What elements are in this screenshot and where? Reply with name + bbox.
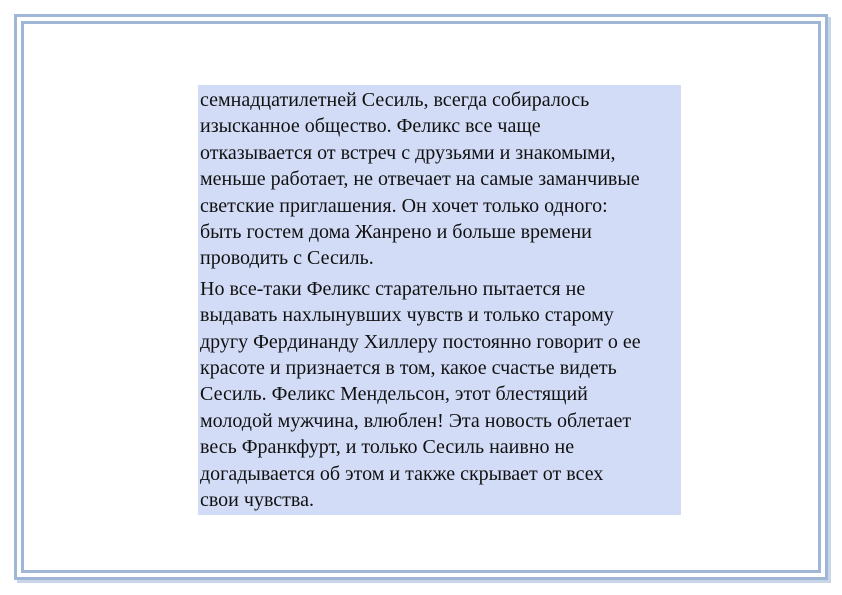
text-line: проводить с Сесиль. xyxy=(200,247,374,270)
text-line: светские приглашения. Он хочет только одного: xyxy=(200,194,608,217)
text-line: красоте и признается в том, какое счастье видеть xyxy=(200,357,617,380)
text-line: Но все-таки Феликс старательно пытается не xyxy=(200,277,586,300)
text-line: семнадцатилетней Сесиль, всегда собиралось xyxy=(200,89,590,111)
frame-shadow xyxy=(828,17,831,583)
text-line: молодой мужчина, влюблен! Эта новость облетает xyxy=(200,409,632,432)
text-line: догадывается об этом и также скрывает от всех xyxy=(200,462,604,485)
frame-shadow xyxy=(17,580,831,583)
text-line: изысканное общество. Феликс все чаще xyxy=(200,115,541,138)
text-line: другу Фердинанду Хиллеру постоянно говорит о ее xyxy=(200,330,641,353)
text-line: выдавать нахлынувших чувств и только старому xyxy=(200,304,614,327)
paragraph xyxy=(200,87,681,272)
text-line: отказывается от встреч с друзьями и знакомыми, xyxy=(200,141,616,164)
text-line: весь Франкфурт, и только Сесиль наивно не xyxy=(200,436,575,459)
text-line: Сесиль. Феликс Мендельсон, этот блестящий xyxy=(200,383,588,406)
text-box xyxy=(198,85,681,515)
text-line: меньше работает, не отвечает на самые заманчивые xyxy=(200,168,640,191)
text-line: свои чувства. xyxy=(200,489,314,512)
text-line: быть гостем дома Жанрено и больше времени xyxy=(200,221,592,244)
paragraph xyxy=(200,276,681,514)
